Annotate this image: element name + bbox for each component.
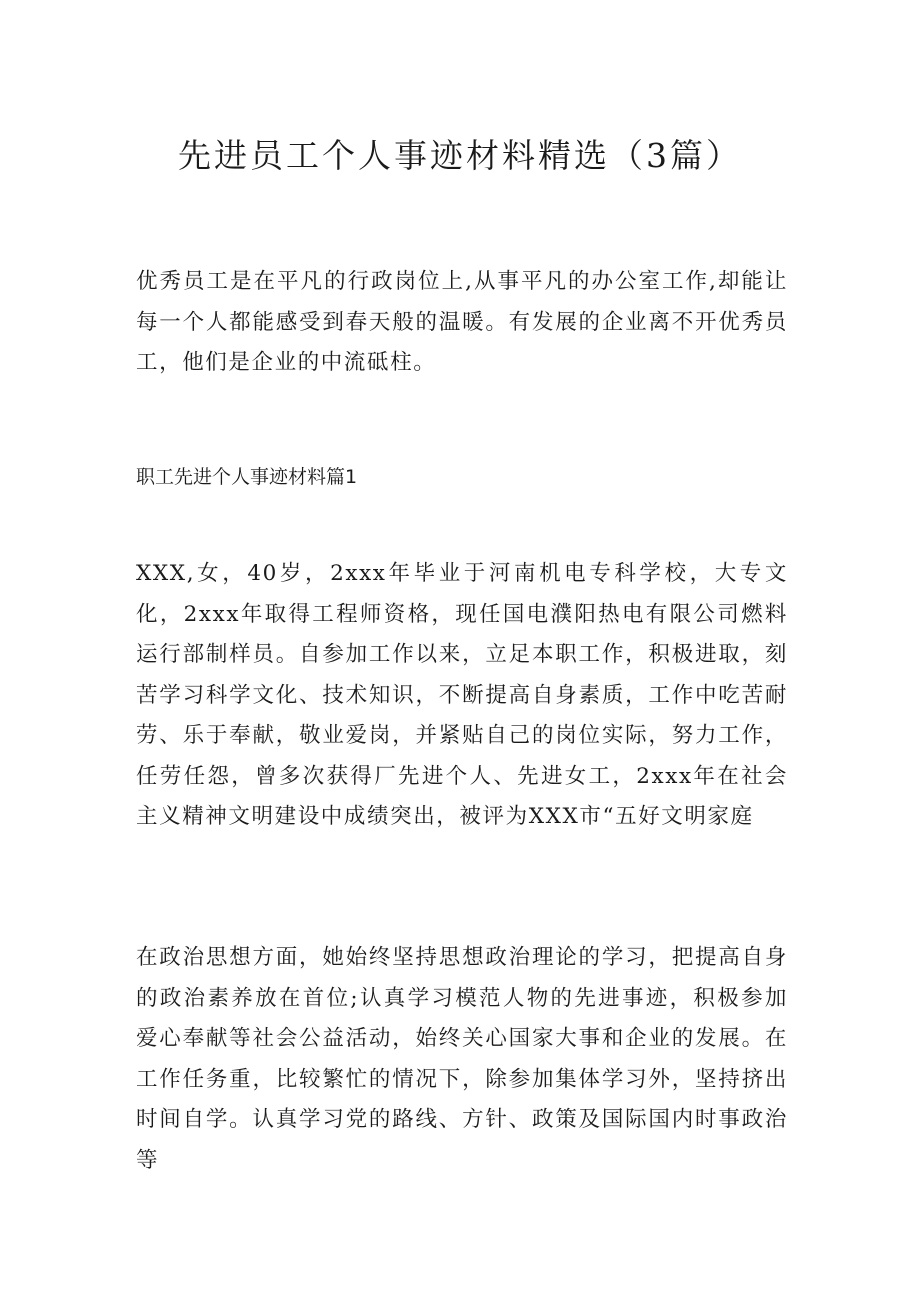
document-title: 先进员工个人事迹材料精选（3篇） (178, 136, 742, 175)
section-heading: 职工先进个人事迹材料篇1 (136, 466, 358, 488)
intro-paragraph: 优秀员工是在平凡的行政岗位上,从事平凡的办公室工作,却能让每一个人都能感受到春天般的温暖。有发展的企业离不开优秀员工，他们是企业的中流砥柱。 (136, 269, 788, 375)
profile-paragraph: XXX,女，40岁，2xxx年毕业于河南机电专科学校，大专文化，2xxx年取得工程师资格，现任国电濮阳热电有限公司燃料运行部制样员。自参加工作以来，立足本职工作，积极进取，刻苦学习科学文化、技术知识，不断提高自身素质，工作中吃苦耐劳、乐于奉献，敬业爱岗，并紧贴自己的岗位实际，努力工作，任劳任怨，曾多次获得厂先进个人、先进女工，2xxx年在社会主义精神文明建设中成绩突出，被评为XXX市“五好文明家庭 (136, 561, 788, 829)
political-paragraph: 在政治思想方面，她始终坚持思想政治理论的学习，把提高自身的政治素养放在首位;认真学习模范人物的先进事迹，积极参加爱心奉献等社会公益活动，始终关心国家大事和企业的发展。在工作任务重，比较繁忙的情况下，除参加集体学习外，坚持挤出时间自学。认真学习党的路线、方针、政策及国际国内时事政治等 (136, 945, 788, 1173)
